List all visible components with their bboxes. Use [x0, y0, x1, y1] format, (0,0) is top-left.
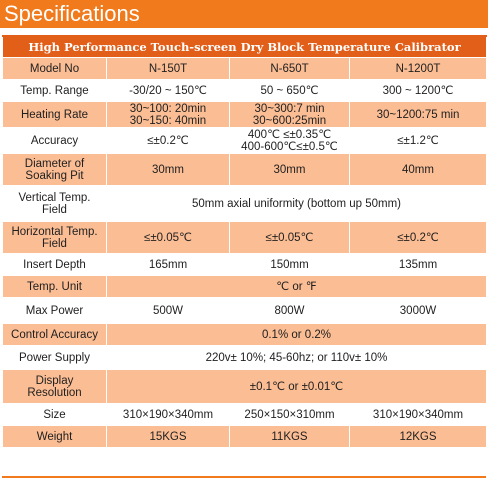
row-value: ≤±1.2℃: [350, 128, 487, 154]
row-label: Max Power: [3, 298, 107, 324]
row-value: 12KGS: [350, 426, 487, 448]
row-value: N-1200T: [350, 58, 487, 80]
table-row: [3, 58, 487, 80]
row-label: Insert Depth: [3, 254, 107, 276]
row-label: Display Resolution: [3, 370, 107, 404]
row-value: 800W: [230, 298, 350, 324]
spec-table: [2, 35, 487, 448]
row-value: 135mm: [350, 254, 487, 276]
row-value: 310×190×340mm: [107, 404, 230, 426]
row-value: 50mm axial uniformity (bottom up 50mm): [107, 186, 487, 222]
row-value: N-650T: [230, 58, 350, 80]
row-value: N-150T: [107, 58, 230, 80]
row-value: 220v± 10%; 45-60hz; or 110v± 10%: [107, 346, 487, 370]
row-label: Power Supply: [3, 346, 107, 370]
table-row: [3, 324, 487, 346]
specifications-header: [0, 0, 488, 28]
row-value: ±0.1℃ or ±0.01℃: [107, 370, 487, 404]
table-row: [3, 298, 487, 324]
table-row: [3, 102, 487, 128]
row-value: 40mm: [350, 154, 487, 186]
table-caption-row: [3, 36, 487, 58]
bottom-rule: [2, 476, 486, 478]
row-value: 11KGS: [230, 426, 350, 448]
table-row: [3, 276, 487, 298]
table-row: [3, 80, 487, 102]
row-value: 30~300:7 min 30~600:25min: [230, 102, 350, 128]
row-label: Heating Rate: [3, 102, 107, 128]
row-value: 0.1% or 0.2%: [107, 324, 487, 346]
row-value: 50 ~ 650℃: [230, 80, 350, 102]
table-row: [3, 426, 487, 448]
row-value: 400℃ ≤±0.35℃ 400-600℃≤±0.5℃: [230, 128, 350, 154]
row-label: Horizontal Temp. Field: [3, 222, 107, 254]
row-value: 500W: [107, 298, 230, 324]
table-row: [3, 404, 487, 426]
row-value: ℃ or ℉: [107, 276, 487, 298]
row-value: 150mm: [230, 254, 350, 276]
row-value: 30mm: [230, 154, 350, 186]
row-value: 250×150×310mm: [230, 404, 350, 426]
table-row: [3, 128, 487, 154]
row-value: 30~100: 20min 30~150: 40min: [107, 102, 230, 128]
row-label: Weight: [3, 426, 107, 448]
table-row: [3, 346, 487, 370]
table-row: [3, 254, 487, 276]
row-value: -30/20 ~ 150℃: [107, 80, 230, 102]
table-row: [3, 154, 487, 186]
row-label: Diameter of Soaking Pit: [3, 154, 107, 186]
row-value: 3000W: [350, 298, 487, 324]
row-value: 165mm: [107, 254, 230, 276]
row-label: Vertical Temp. Field: [3, 186, 107, 222]
table-caption: High Performance Touch-screen Dry Block Temperature Calibrator: [3, 36, 487, 58]
row-value: ≤±0.05℃: [107, 222, 230, 254]
row-value: 300 ~ 1200℃: [350, 80, 487, 102]
row-value: ≤±0.2℃: [350, 222, 487, 254]
row-label: Model No: [3, 58, 107, 80]
row-value: 30~1200:75 min: [350, 102, 487, 128]
row-value: ≤±0.2℃: [107, 128, 230, 154]
table-row: [3, 222, 487, 254]
table-row: [3, 370, 487, 404]
row-label: Accuracy: [3, 128, 107, 154]
page-title: Specifications: [4, 1, 140, 26]
row-label: Temp. Unit: [3, 276, 107, 298]
row-label: Size: [3, 404, 107, 426]
row-label: Temp. Range: [3, 80, 107, 102]
row-value: 310×190×340mm: [350, 404, 487, 426]
row-value: 30mm: [107, 154, 230, 186]
row-label: Control Accuracy: [3, 324, 107, 346]
row-value: ≤±0.05℃: [230, 222, 350, 254]
table-row: [3, 186, 487, 222]
row-value: 15KGS: [107, 426, 230, 448]
